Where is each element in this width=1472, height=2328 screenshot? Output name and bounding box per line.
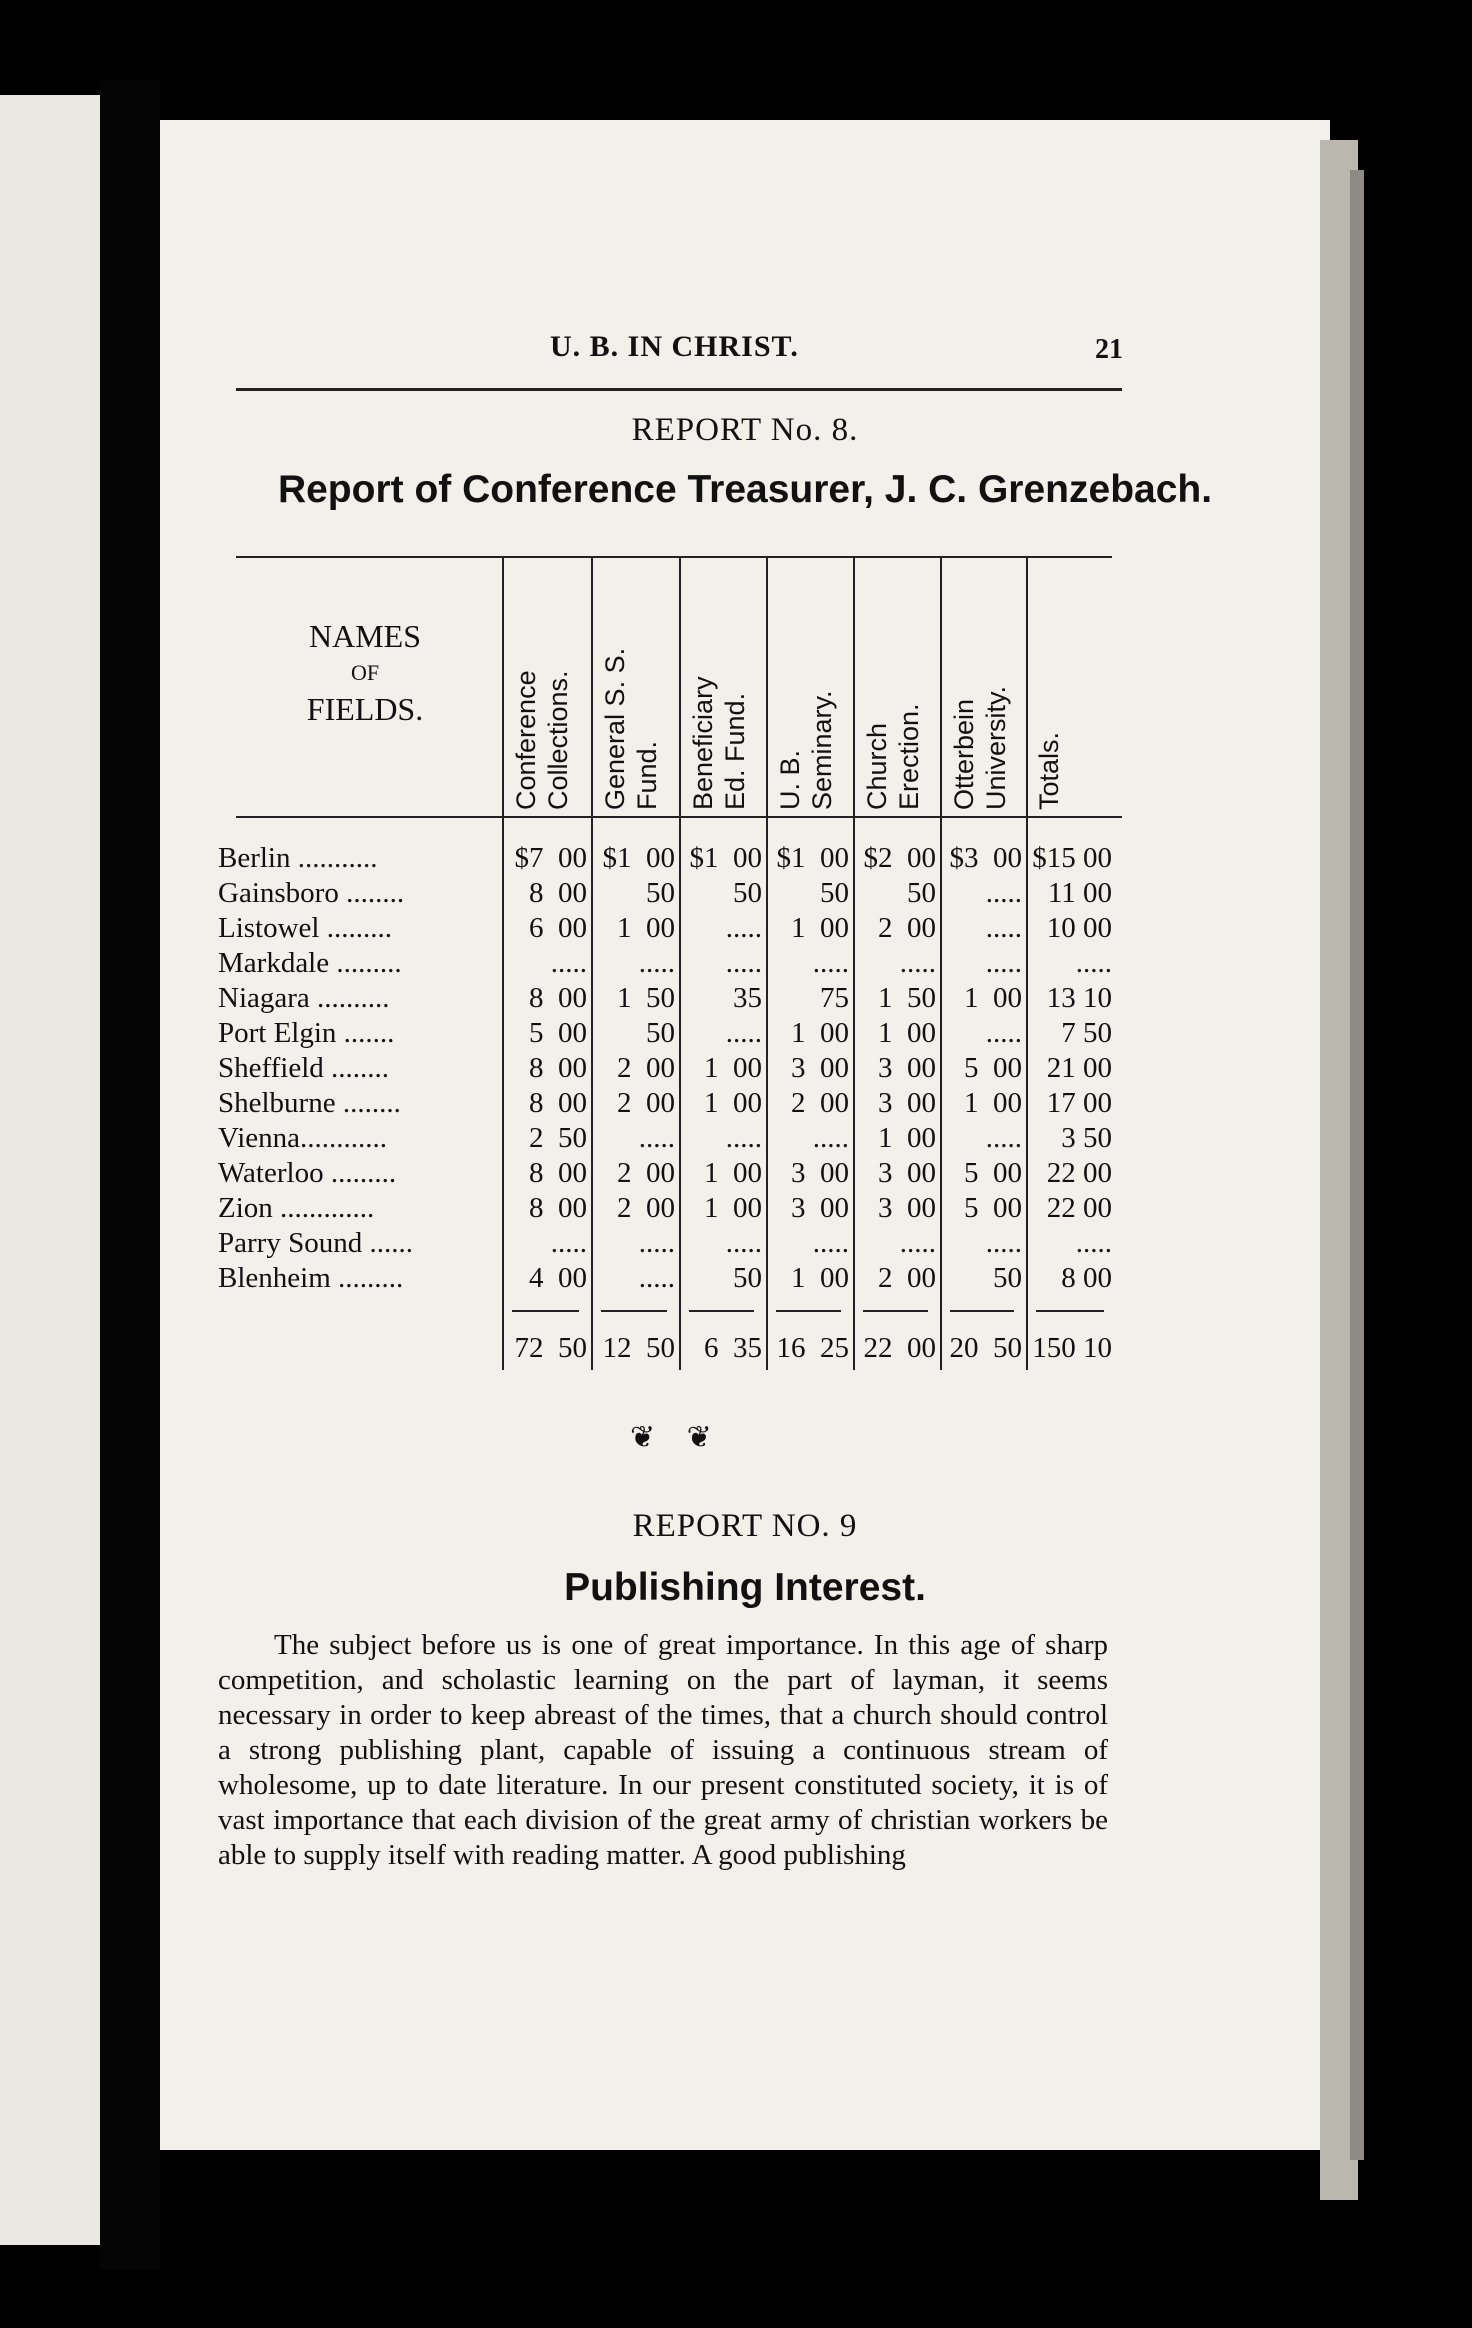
field-name: Port Elgin .......: [218, 1017, 395, 1049]
table-cell: 11 00: [1047, 877, 1112, 909]
table-cell: .....: [812, 947, 849, 979]
table-cell: 17 00: [1046, 1087, 1112, 1119]
field-name: Blenheim .........: [218, 1262, 404, 1294]
table-cell: 13 10: [1046, 982, 1112, 1014]
table-cell: 2 00: [791, 1087, 849, 1119]
total-rule: [601, 1310, 667, 1312]
table-cell: .....: [550, 1227, 587, 1259]
table-cell: 2 00: [617, 1192, 675, 1224]
column-header-line1: Church: [862, 722, 892, 810]
total-cell: 72 50: [514, 1332, 587, 1364]
field-name: Gainsboro ........: [218, 877, 405, 909]
table-cell: 1 00: [878, 1122, 936, 1154]
names-header-line1: NAMES: [308, 618, 421, 654]
table-cell: .....: [725, 1227, 762, 1259]
table-cell: .....: [638, 947, 675, 979]
table-cell: 5 00: [964, 1052, 1022, 1084]
total-rule: [1036, 1310, 1104, 1312]
total-cell: 150 10: [1032, 1332, 1112, 1364]
table-cell: $1 00: [602, 842, 675, 874]
column-header-line1: Beneficiary: [688, 676, 718, 810]
table-cell: $7 00: [514, 842, 587, 874]
table-cell: 50: [993, 1262, 1022, 1294]
field-name: Zion .............: [218, 1192, 375, 1224]
table-cell: 1 50: [617, 982, 675, 1014]
column-header: [948, 686, 1012, 810]
column-header-line2: Collections.: [543, 670, 573, 810]
table-cell: 3 00: [878, 1157, 936, 1189]
table-cell: 35: [733, 982, 762, 1014]
table-cell: 50: [733, 1262, 762, 1294]
table-cell: .....: [985, 947, 1022, 979]
column-header: [510, 670, 574, 810]
report-8-number: REPORT No. 8.: [631, 412, 859, 448]
total-rule: [512, 1310, 579, 1312]
table-cell: 1 00: [964, 982, 1022, 1014]
column-header-line1: U. B.: [775, 749, 805, 810]
total-rule: [776, 1310, 841, 1312]
column-header: [687, 676, 751, 810]
table-cell: .....: [638, 1122, 675, 1154]
column-header-line2: Erection.: [894, 703, 924, 810]
table-cell: .....: [985, 912, 1022, 944]
header-underline: [236, 816, 1122, 818]
report-8-title: Report of Conference Treasurer, J. C. Grenzebach.: [277, 468, 1213, 511]
table-cell: 3 00: [878, 1087, 936, 1119]
table-cell: 3 00: [878, 1192, 936, 1224]
table-cell: .....: [812, 1122, 849, 1154]
table-cell: 8 00: [1061, 1262, 1112, 1294]
report-9-title: Publishing Interest.: [564, 1566, 926, 1609]
table-cell: $1 00: [776, 842, 849, 874]
page-number: 21: [1095, 334, 1123, 365]
table-cell: 1 00: [791, 1262, 849, 1294]
column-header: [599, 648, 663, 810]
total-rule: [950, 1310, 1014, 1312]
table-cell: .....: [725, 1017, 762, 1049]
column-header-line2: University.: [981, 685, 1011, 810]
book-gutter: [100, 80, 160, 2270]
table-cell: 3 00: [878, 1052, 936, 1084]
table-cell: 1 00: [791, 912, 849, 944]
report-9-body: [218, 1628, 1108, 1873]
table-cell: 8 00: [529, 1052, 587, 1084]
table-cell: 2 00: [878, 912, 936, 944]
table-cell: 1 00: [704, 1192, 762, 1224]
page-edge-shadow: [1350, 170, 1364, 2160]
table-cell: 3 00: [791, 1157, 849, 1189]
total-rule: [689, 1310, 754, 1312]
table-cell: 7 50: [1061, 1017, 1112, 1049]
report-9-number: REPORT NO. 9: [632, 1508, 858, 1544]
table-cell: 8 00: [529, 1157, 587, 1189]
column-header-line1: Totals.: [1034, 731, 1064, 810]
names-header-line2: OF: [350, 660, 380, 686]
table-cell: 5 00: [964, 1157, 1022, 1189]
column-header: [1034, 732, 1064, 810]
table-cell: 8 00: [529, 982, 587, 1014]
table-cell: .....: [1075, 947, 1112, 979]
table-cell: 6 00: [529, 912, 587, 944]
table-cell: 1 00: [617, 912, 675, 944]
table-cell: 2 00: [878, 1262, 936, 1294]
table-cell: .....: [899, 947, 936, 979]
table-cell: .....: [638, 1262, 675, 1294]
table-cell: 2 00: [617, 1052, 675, 1084]
table-cell: 1 50: [878, 982, 936, 1014]
table-cell: $15 00: [1032, 842, 1112, 874]
column-header: [774, 690, 838, 810]
field-name: Waterloo .........: [218, 1157, 397, 1189]
header-rule: [236, 388, 1122, 391]
total-cell: 22 00: [863, 1332, 936, 1364]
column-header-line2: Ed. Fund.: [720, 692, 750, 810]
table-cell: 8 00: [529, 1192, 587, 1224]
table-cell: 50: [646, 1017, 675, 1049]
running-head: U. B. IN CHRIST.: [550, 330, 799, 363]
table-cell: 22 00: [1046, 1192, 1112, 1224]
table-cell: 4 00: [529, 1262, 587, 1294]
title-rule: [236, 556, 1112, 558]
table-cell: 3 00: [791, 1192, 849, 1224]
table-cell: 75: [820, 982, 849, 1014]
table-cell: $2 00: [863, 842, 936, 874]
field-name: Shelburne ........: [218, 1087, 401, 1119]
table-cell: 50: [733, 877, 762, 909]
table-cell: .....: [899, 1227, 936, 1259]
total-cell: 16 25: [776, 1332, 849, 1364]
field-name: Vienna............: [218, 1122, 388, 1154]
table-cell: 8 00: [529, 1087, 587, 1119]
report-9-paragraph: The subject before us is one of great importance. In this age of sharp competition, and scholastic learning on the part of layman, it seems necessary in order to keep abreast of the times, that a church should control a strong publishing plant, capable of issuing a continuous stream of wholesome, up to date literature. In our present constituted society, it is of vast importance that each division of the great army of christian workers be able to supply itself with reading matter. A good publishing: [218, 1629, 1108, 1871]
column-header-line1: Conference: [511, 670, 541, 810]
column-header-line2: Fund.: [632, 740, 662, 810]
table-cell: 50: [820, 877, 849, 909]
table-cell: $1 00: [689, 842, 762, 874]
table-cell: 10 00: [1046, 912, 1112, 944]
table-cell: .....: [1075, 1227, 1112, 1259]
names-of-fields-header: [270, 615, 460, 731]
table-cell: 8 00: [529, 877, 587, 909]
table-cell: .....: [812, 1227, 849, 1259]
total-cell: 6 35: [704, 1332, 762, 1364]
table-cell: .....: [985, 1122, 1022, 1154]
table-cell: 2 50: [529, 1122, 587, 1154]
table-cell: .....: [985, 877, 1022, 909]
table-cell: 1 00: [878, 1017, 936, 1049]
field-name: Sheffield ........: [218, 1052, 390, 1084]
names-header-line3: FIELDS.: [306, 690, 424, 727]
table-cell: 21 00: [1046, 1052, 1112, 1084]
total-rule: [863, 1310, 928, 1312]
field-name: Berlin ...........: [218, 842, 378, 874]
table-cell: 22 00: [1046, 1157, 1112, 1189]
table-cell: 50: [907, 877, 936, 909]
table-cell: 1 00: [791, 1017, 849, 1049]
table-cell: 1 00: [964, 1087, 1022, 1119]
table-cell: 2 00: [617, 1087, 675, 1119]
table-cell: 1 00: [704, 1052, 762, 1084]
column-header: [861, 703, 925, 810]
field-name: Listowel .........: [218, 912, 392, 944]
table-cell: 3 00: [791, 1052, 849, 1084]
field-name: Parry Sound ......: [218, 1227, 413, 1259]
column-header-line1: Otterbein: [949, 698, 979, 810]
column-header-line2: Seminary.: [807, 690, 837, 810]
table-cell: 5 00: [529, 1017, 587, 1049]
table-cell: .....: [985, 1017, 1022, 1049]
table-cell: 1 00: [704, 1157, 762, 1189]
table-cell: 50: [646, 877, 675, 909]
table-cell: .....: [550, 947, 587, 979]
table-cell: .....: [725, 947, 762, 979]
field-name: Niagara ..........: [218, 982, 390, 1014]
table-cell: 3 50: [1061, 1122, 1112, 1154]
table-cell: 2 00: [617, 1157, 675, 1189]
ornament: ❦ ❦: [630, 1421, 724, 1454]
table-cell: .....: [725, 1122, 762, 1154]
field-name: Markdale .........: [218, 947, 402, 979]
total-cell: 12 50: [602, 1332, 675, 1364]
table-cell: .....: [638, 1227, 675, 1259]
table-cell: .....: [725, 912, 762, 944]
table-cell: .....: [985, 1227, 1022, 1259]
table-cell: $3 00: [949, 842, 1022, 874]
table-cell: 1 00: [704, 1087, 762, 1119]
column-header-line1: General S. S.: [600, 647, 630, 810]
total-cell: 20 50: [949, 1332, 1022, 1364]
table-cell: 5 00: [964, 1192, 1022, 1224]
